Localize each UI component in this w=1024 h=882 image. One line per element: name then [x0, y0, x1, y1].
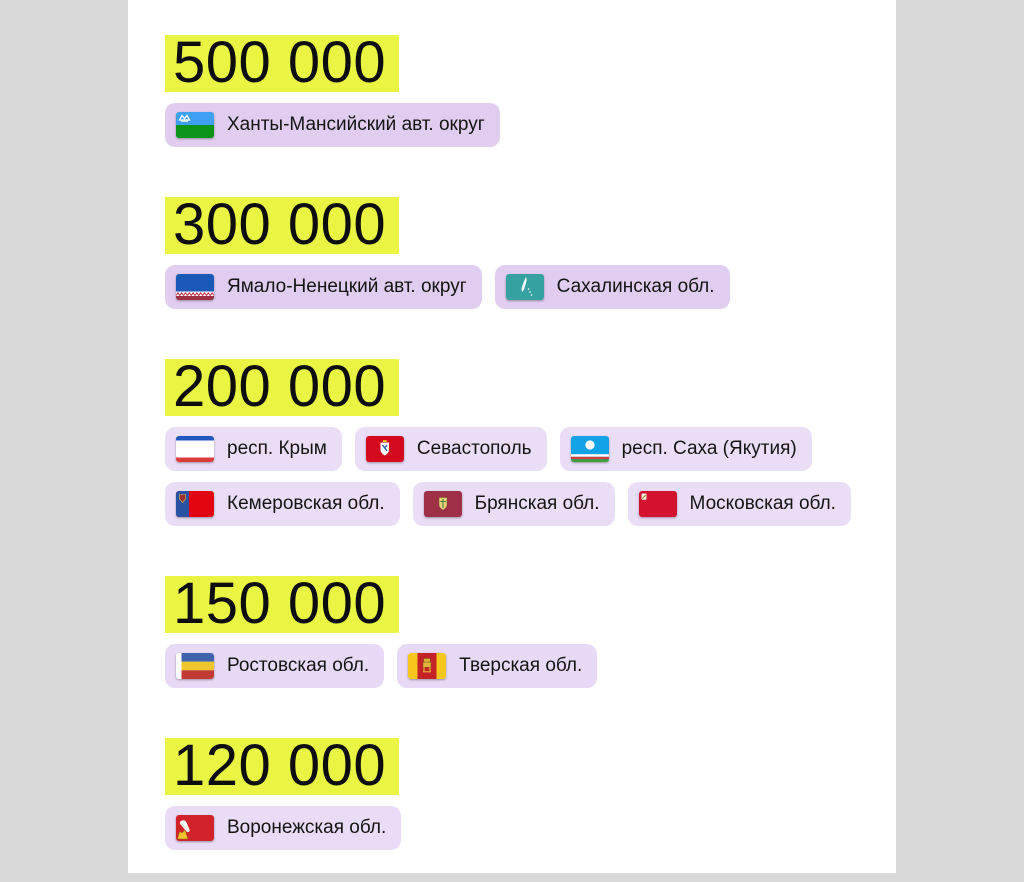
- tag-row: [165, 644, 896, 688]
- region-label: Ямало-Ненецкий авт. округ: [227, 276, 467, 297]
- region-tag: [560, 427, 812, 471]
- region-label: Кемеровская обл.: [227, 493, 385, 514]
- amount-heading: 200 000: [165, 359, 399, 416]
- rostov-flag: [176, 653, 214, 679]
- region-label: Воронежская обл.: [227, 817, 387, 838]
- sakha-flag: [571, 436, 609, 462]
- region-tag: [355, 427, 547, 471]
- region-tag: [165, 482, 400, 526]
- amount-section: [165, 354, 896, 526]
- page-content: [128, 0, 896, 873]
- tag-row: [165, 806, 896, 850]
- amount-section: [165, 30, 896, 147]
- tver-flag: [408, 653, 446, 679]
- region-label: Сахалинская обл.: [556, 276, 715, 297]
- amount-heading: 500 000: [165, 35, 399, 92]
- region-tag: [413, 482, 615, 526]
- sections: [165, 30, 896, 850]
- moscow-oblast-flag: [639, 491, 677, 517]
- region-label: Ханты-Мансийский авт. округ: [227, 114, 485, 135]
- region-label: Ростовская обл.: [227, 655, 370, 676]
- amount-section: [165, 733, 896, 850]
- yamalo-nenets-flag: [176, 274, 214, 300]
- amount-heading: 150 000: [165, 576, 399, 633]
- region-label: респ. Саха (Якутия): [621, 438, 797, 459]
- region-tag: [495, 265, 730, 309]
- tag-row: [165, 427, 896, 471]
- kemerovo-flag: [176, 491, 214, 517]
- crimea-flag: [176, 436, 214, 462]
- region-tag: [397, 644, 597, 688]
- voronezh-flag: [176, 815, 214, 841]
- amount-heading: 120 000: [165, 738, 399, 795]
- region-label: Московская обл.: [689, 493, 836, 514]
- region-tag: [165, 644, 384, 688]
- region-label: Севастополь: [416, 438, 532, 459]
- tag-row: [165, 103, 896, 147]
- amount-section: [165, 192, 896, 309]
- region-tag: [628, 482, 851, 526]
- region-label: Брянская обл.: [474, 493, 600, 514]
- amount-section: [165, 571, 896, 688]
- region-label: респ. Крым: [227, 438, 327, 459]
- region-tag: [165, 427, 342, 471]
- bryansk-flag: [424, 491, 462, 517]
- tag-row: [165, 482, 896, 526]
- region-tag: [165, 806, 401, 850]
- region-tag: [165, 103, 500, 147]
- sevastopol-flag: [366, 436, 404, 462]
- sakhalin-flag: [506, 274, 544, 300]
- region-tag: [165, 265, 482, 309]
- tag-row: [165, 265, 896, 309]
- region-label: Тверская обл.: [459, 655, 583, 676]
- amount-heading: 300 000: [165, 197, 399, 254]
- khanty-mansi-flag: [176, 112, 214, 138]
